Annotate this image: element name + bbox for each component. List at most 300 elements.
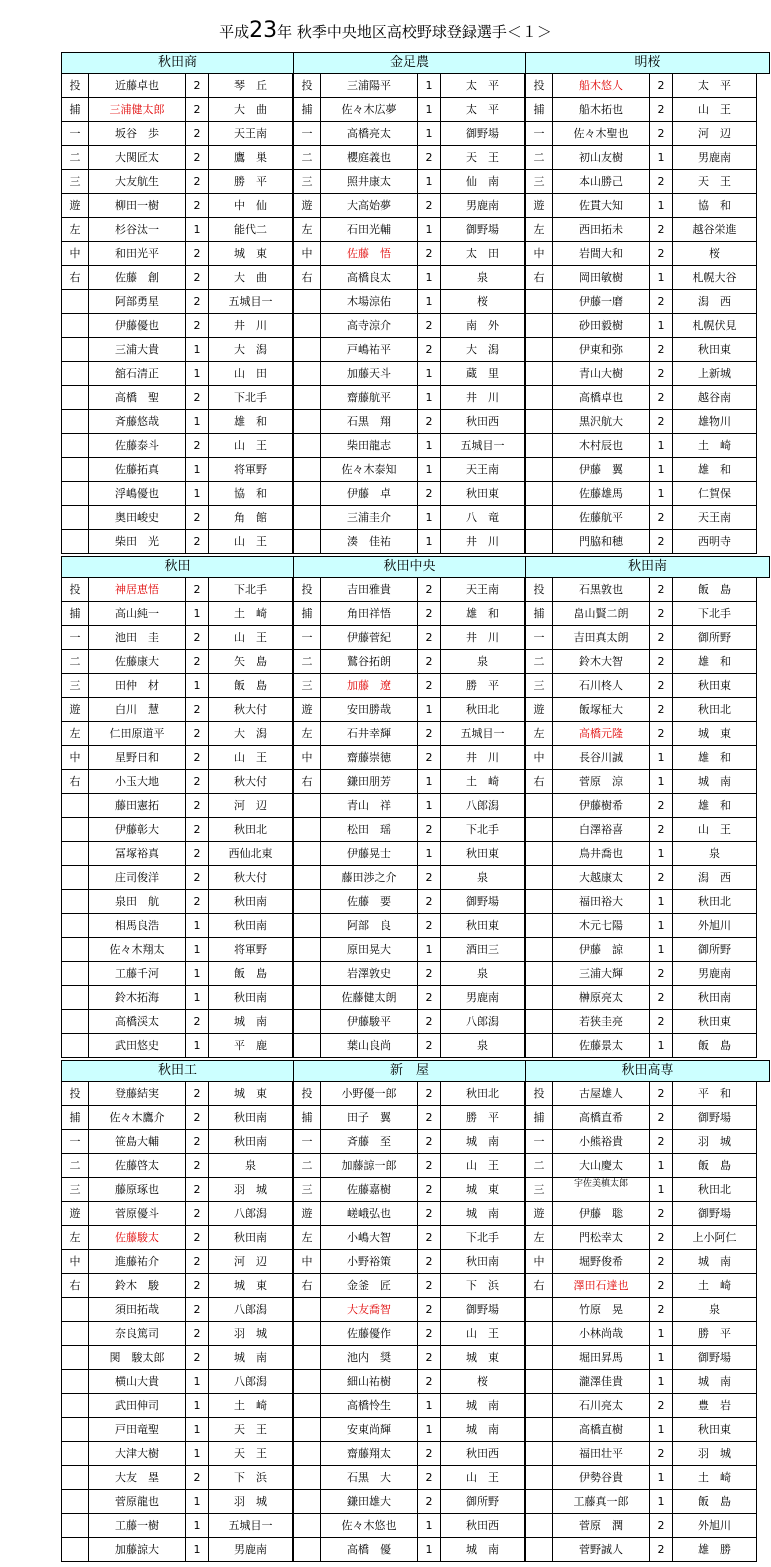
grade-cell: 1: [650, 842, 673, 866]
player-name-cell: 小嶋大智: [321, 1226, 418, 1250]
player-name-cell: 奈良篤司: [89, 1322, 186, 1346]
player-row: [61, 1154, 293, 1178]
grade-cell: 2: [418, 410, 441, 434]
grade-cell: 1: [418, 842, 441, 866]
junior-high-cell: 秋田西: [441, 1514, 525, 1538]
player-name-cell: 柴田 光: [89, 530, 186, 554]
position-cell: [525, 1490, 553, 1514]
junior-high-cell: 御所野: [673, 938, 757, 962]
grade-cell: 2: [186, 1202, 209, 1226]
junior-high-cell: 泉: [441, 266, 525, 290]
player-row: [293, 794, 525, 818]
junior-high-cell: 飯 島: [209, 962, 293, 986]
grade-cell: 2: [650, 1538, 673, 1562]
player-row: [525, 98, 757, 122]
grade-cell: 1: [418, 1418, 441, 1442]
position-cell: 一: [61, 122, 89, 146]
player-name-cell: 高橋 優: [321, 1538, 418, 1562]
grade-cell: 2: [186, 1322, 209, 1346]
position-cell: [293, 410, 321, 434]
player-row: [525, 362, 757, 386]
position-cell: [61, 962, 89, 986]
grade-cell: 2: [650, 386, 673, 410]
player-name-cell: 嵯峨弘也: [321, 1202, 418, 1226]
position-cell: 投: [525, 578, 553, 602]
player-row: [525, 626, 757, 650]
position-cell: [525, 890, 553, 914]
player-row: [61, 1514, 293, 1538]
position-cell: [293, 1346, 321, 1370]
grade-cell: 2: [418, 1490, 441, 1514]
player-name-cell: 工藤一樹: [89, 1514, 186, 1538]
position-cell: [293, 1298, 321, 1322]
grade-cell: 2: [418, 1154, 441, 1178]
grade-cell: 2: [650, 170, 673, 194]
junior-high-cell: 太 平: [673, 74, 757, 98]
player-row: [293, 770, 525, 794]
player-row: [61, 170, 293, 194]
junior-high-cell: 山 王: [673, 98, 757, 122]
junior-high-cell: 城 東: [441, 1346, 525, 1370]
player-row: [293, 1250, 525, 1274]
player-row: [525, 458, 757, 482]
junior-high-cell: 秋田東: [673, 674, 757, 698]
player-row: [525, 74, 757, 98]
junior-high-cell: 男鹿南: [673, 146, 757, 170]
player-row: [525, 290, 757, 314]
player-name-cell: 岩澤敦史: [321, 962, 418, 986]
player-row: [525, 602, 757, 626]
position-cell: [293, 890, 321, 914]
player-name-cell: 安田勝哉: [321, 698, 418, 722]
team-header: 秋田: [61, 556, 294, 578]
player-row: [293, 674, 525, 698]
player-row: [525, 1298, 757, 1322]
player-row: [293, 314, 525, 338]
junior-high-cell: 角 館: [209, 506, 293, 530]
player-name-cell: 笹島大輔: [89, 1130, 186, 1154]
player-name-cell: 斉藤悠哉: [89, 410, 186, 434]
player-name-cell: 石黒 大: [321, 1466, 418, 1490]
player-name-cell: 和田光平: [89, 242, 186, 266]
junior-high-cell: 泉: [209, 1154, 293, 1178]
grade-cell: 1: [650, 194, 673, 218]
junior-high-cell: 上小阿仁: [673, 1226, 757, 1250]
grade-cell: 1: [650, 458, 673, 482]
player-row: [293, 506, 525, 530]
player-row: [293, 1442, 525, 1466]
junior-high-cell: 秋田北: [673, 698, 757, 722]
player-name-cell: 佐貫大知: [553, 194, 650, 218]
player-row: [61, 1322, 293, 1346]
player-name-cell: 石井幸輝: [321, 722, 418, 746]
player-name-cell: 藤田憲拓: [89, 794, 186, 818]
grade-cell: 1: [650, 1346, 673, 1370]
player-row: [525, 1130, 757, 1154]
junior-high-cell: 雄 和: [673, 746, 757, 770]
junior-high-cell: 泉: [441, 650, 525, 674]
position-cell: [525, 1010, 553, 1034]
title-prefix: 平成: [219, 23, 250, 41]
junior-high-cell: 秋大付: [209, 866, 293, 890]
position-cell: [61, 794, 89, 818]
junior-high-cell: 雄 和: [673, 458, 757, 482]
grade-cell: 1: [418, 170, 441, 194]
position-cell: [525, 1514, 553, 1538]
grade-cell: 2: [418, 1202, 441, 1226]
player-row: [293, 1346, 525, 1370]
player-name-cell: 若狭圭亮: [553, 1010, 650, 1034]
grade-cell: 2: [418, 1130, 441, 1154]
grade-cell: 2: [418, 146, 441, 170]
junior-high-cell: 仁賀保: [673, 482, 757, 506]
player-row: [525, 1178, 757, 1202]
grade-cell: 2: [650, 242, 673, 266]
position-cell: [525, 506, 553, 530]
player-name-cell: 柳田一樹: [89, 194, 186, 218]
grade-cell: 1: [418, 386, 441, 410]
junior-high-cell: 八郎潟: [209, 1298, 293, 1322]
player-name-cell: 伊藤 聡: [553, 1202, 650, 1226]
player-row: [525, 890, 757, 914]
player-row: [61, 1466, 293, 1490]
position-cell: 投: [61, 1082, 89, 1106]
player-name-cell: 戸嶋祐平: [321, 338, 418, 362]
position-cell: 二: [525, 1154, 553, 1178]
position-cell: 二: [293, 146, 321, 170]
player-row: [61, 386, 293, 410]
junior-high-cell: 秋田北: [673, 1178, 757, 1202]
position-cell: 遊: [293, 1202, 321, 1226]
player-name-cell: 佐藤康大: [89, 650, 186, 674]
player-name-cell: 佐々木聖也: [553, 122, 650, 146]
position-cell: [293, 290, 321, 314]
position-cell: [61, 314, 89, 338]
grade-cell: 2: [650, 962, 673, 986]
grade-cell: 1: [650, 914, 673, 938]
position-cell: [61, 1322, 89, 1346]
position-cell: [293, 794, 321, 818]
junior-high-cell: 秋田西: [441, 1442, 525, 1466]
player-row: [293, 98, 525, 122]
grade-cell: 2: [186, 146, 209, 170]
grade-cell: 2: [186, 1010, 209, 1034]
player-row: [293, 746, 525, 770]
junior-high-cell: 大 潟: [209, 722, 293, 746]
player-name-cell: 藤原琢也: [89, 1178, 186, 1202]
player-name-cell: 小野優一郎: [321, 1082, 418, 1106]
position-cell: 三: [61, 674, 89, 698]
junior-high-cell: 河 辺: [209, 794, 293, 818]
team-header: 秋田商: [61, 52, 294, 74]
junior-high-cell: 将軍野: [209, 938, 293, 962]
position-cell: 三: [61, 170, 89, 194]
player-row: [525, 578, 757, 602]
grade-cell: 1: [418, 218, 441, 242]
team-section: [61, 52, 770, 556]
junior-high-cell: 外旭川: [673, 914, 757, 938]
player-row: [525, 698, 757, 722]
player-name-cell: 鈴木 駿: [89, 1274, 186, 1298]
junior-high-cell: 御所野: [673, 626, 757, 650]
player-name-cell: 佐藤嘉樹: [321, 1178, 418, 1202]
player-name-cell: 星野日和: [89, 746, 186, 770]
position-cell: 右: [293, 770, 321, 794]
junior-high-cell: 飯 島: [673, 578, 757, 602]
junior-high-cell: 秋大付: [209, 770, 293, 794]
position-cell: 中: [525, 242, 553, 266]
junior-high-cell: 男鹿南: [209, 1538, 293, 1562]
player-row: [525, 410, 757, 434]
player-name-cell: 古屋雄人: [553, 1082, 650, 1106]
position-cell: 中: [525, 1250, 553, 1274]
player-name-cell: 佐藤拓真: [89, 458, 186, 482]
player-row: [525, 194, 757, 218]
position-cell: 一: [61, 1130, 89, 1154]
grade-cell: 2: [186, 290, 209, 314]
player-name-cell: 佐藤泰斗: [89, 434, 186, 458]
position-cell: [525, 842, 553, 866]
grade-cell: 1: [418, 698, 441, 722]
player-name-cell: 高橋卓也: [553, 386, 650, 410]
player-row: [525, 674, 757, 698]
position-cell: [61, 506, 89, 530]
player-name-cell: 佐藤 悟: [321, 242, 418, 266]
position-cell: [293, 1034, 321, 1058]
position-cell: [525, 338, 553, 362]
player-row: [61, 938, 293, 962]
junior-high-cell: 雄 和: [673, 650, 757, 674]
player-row: [61, 1034, 293, 1058]
junior-high-cell: 潟 西: [673, 866, 757, 890]
player-name-cell: 門脇和穂: [553, 530, 650, 554]
junior-high-cell: 泉: [673, 842, 757, 866]
player-name-cell: 石黒敦也: [553, 578, 650, 602]
player-name-cell: 佐藤航平: [553, 506, 650, 530]
junior-high-cell: 矢 島: [209, 650, 293, 674]
position-cell: [61, 986, 89, 1010]
player-row: [61, 1394, 293, 1418]
junior-high-cell: 井 川: [441, 626, 525, 650]
junior-high-cell: 大 潟: [441, 338, 525, 362]
junior-high-cell: 大 曲: [209, 266, 293, 290]
position-cell: [61, 1010, 89, 1034]
junior-high-cell: 秋田北: [441, 1082, 525, 1106]
player-row: [525, 962, 757, 986]
position-cell: 二: [293, 1154, 321, 1178]
position-cell: 中: [293, 242, 321, 266]
grade-cell: 2: [418, 962, 441, 986]
junior-high-cell: 天 王: [209, 1418, 293, 1442]
grade-cell: 2: [186, 314, 209, 338]
junior-high-cell: 山 王: [441, 1154, 525, 1178]
player-row: [61, 242, 293, 266]
junior-high-cell: 外旭川: [673, 1514, 757, 1538]
position-cell: [293, 458, 321, 482]
position-cell: 投: [61, 74, 89, 98]
player-name-cell: 伊東和弥: [553, 338, 650, 362]
position-cell: 右: [61, 1274, 89, 1298]
grade-cell: 2: [418, 1346, 441, 1370]
grade-cell: 2: [418, 1466, 441, 1490]
grade-cell: 2: [186, 1346, 209, 1370]
junior-high-cell: 羽 城: [209, 1490, 293, 1514]
grade-cell: 1: [186, 1442, 209, 1466]
grade-cell: 2: [186, 266, 209, 290]
player-name-cell: 佐藤駿太: [89, 1226, 186, 1250]
position-cell: [525, 1418, 553, 1442]
player-name-cell: 佐藤健太朗: [321, 986, 418, 1010]
grade-cell: 1: [418, 1394, 441, 1418]
junior-high-cell: 桜: [441, 290, 525, 314]
player-row: [61, 722, 293, 746]
grade-cell: 1: [186, 458, 209, 482]
player-row: [293, 626, 525, 650]
team-section: [61, 556, 770, 1060]
player-row: [525, 1106, 757, 1130]
player-name-cell: 堀田昇馬: [553, 1346, 650, 1370]
junior-high-cell: 太 平: [441, 74, 525, 98]
player-row: [525, 170, 757, 194]
grade-cell: 2: [650, 362, 673, 386]
grade-cell: 1: [650, 1370, 673, 1394]
player-name-cell: 澤田石達也: [553, 1274, 650, 1298]
player-name-cell: 石黒 翔: [321, 410, 418, 434]
grade-cell: 2: [186, 1250, 209, 1274]
player-row: [525, 218, 757, 242]
player-row: [61, 1298, 293, 1322]
position-cell: [61, 434, 89, 458]
position-cell: [61, 386, 89, 410]
grade-cell: 2: [418, 482, 441, 506]
grade-cell: 1: [650, 770, 673, 794]
player-name-cell: 登藤結実: [89, 1082, 186, 1106]
position-cell: [525, 434, 553, 458]
position-cell: 投: [293, 74, 321, 98]
grade-cell: 2: [650, 1274, 673, 1298]
grade-cell: 2: [186, 1154, 209, 1178]
grade-cell: 1: [186, 362, 209, 386]
junior-high-cell: 飯 島: [673, 1490, 757, 1514]
junior-high-cell: 城 東: [673, 722, 757, 746]
position-cell: [61, 1442, 89, 1466]
junior-high-cell: 男鹿南: [673, 962, 757, 986]
player-row: [525, 1514, 757, 1538]
junior-high-cell: 平 和: [673, 1082, 757, 1106]
player-name-cell: 大山慶太: [553, 1154, 650, 1178]
position-cell: [293, 1442, 321, 1466]
grade-cell: 2: [186, 122, 209, 146]
player-name-cell: 藤田渉之介: [321, 866, 418, 890]
player-row: [293, 74, 525, 98]
junior-high-cell: 八郎潟: [209, 1202, 293, 1226]
player-row: [293, 338, 525, 362]
junior-high-cell: 天王南: [441, 578, 525, 602]
player-row: [525, 482, 757, 506]
grade-cell: 2: [186, 1274, 209, 1298]
player-name-cell: 小玉大地: [89, 770, 186, 794]
player-row: [293, 1226, 525, 1250]
team-roster: [293, 1082, 525, 1562]
player-row: [61, 122, 293, 146]
position-cell: 捕: [61, 98, 89, 122]
player-row: [525, 1346, 757, 1370]
junior-high-cell: 上新城: [673, 362, 757, 386]
position-cell: [293, 482, 321, 506]
player-name-cell: 関 駿太郎: [89, 1346, 186, 1370]
grade-cell: 1: [418, 1538, 441, 1562]
junior-high-cell: 潟 西: [673, 290, 757, 314]
player-row: [525, 914, 757, 938]
player-name-cell: 齋藤航平: [321, 386, 418, 410]
player-name-cell: 宇佐美槙太郎: [553, 1178, 650, 1202]
position-cell: [293, 818, 321, 842]
grade-cell: 2: [186, 98, 209, 122]
junior-high-cell: 飯 島: [673, 1154, 757, 1178]
player-row: [525, 242, 757, 266]
position-cell: [525, 818, 553, 842]
position-cell: 捕: [293, 98, 321, 122]
junior-high-cell: 泉: [441, 962, 525, 986]
page-title: [0, 14, 771, 48]
grade-cell: 2: [650, 506, 673, 530]
grade-cell: 2: [186, 1130, 209, 1154]
player-row: [61, 770, 293, 794]
player-row: [61, 482, 293, 506]
position-cell: 遊: [61, 1202, 89, 1226]
junior-high-cell: 井 川: [441, 386, 525, 410]
junior-high-cell: 秋田南: [209, 1226, 293, 1250]
team-header: 金足農: [293, 52, 526, 74]
player-name-cell: 白川 慧: [89, 698, 186, 722]
grade-cell: 2: [650, 1010, 673, 1034]
grade-cell: 2: [650, 1250, 673, 1274]
player-row: [525, 1538, 757, 1562]
position-cell: 中: [61, 242, 89, 266]
junior-high-cell: 五城目一: [441, 722, 525, 746]
junior-high-cell: 天 王: [673, 170, 757, 194]
grade-cell: 1: [650, 890, 673, 914]
player-row: [293, 818, 525, 842]
team-header: 秋田南: [525, 556, 770, 578]
player-row: [61, 1346, 293, 1370]
player-name-cell: 砂田毅樹: [553, 314, 650, 338]
junior-high-cell: 太 田: [441, 242, 525, 266]
player-row: [293, 386, 525, 410]
player-row: [61, 314, 293, 338]
player-row: [61, 458, 293, 482]
grade-cell: 2: [418, 338, 441, 362]
grade-cell: 2: [418, 1034, 441, 1058]
player-row: [293, 410, 525, 434]
player-name-cell: 大高始夢: [321, 194, 418, 218]
position-cell: 一: [525, 626, 553, 650]
position-cell: [525, 458, 553, 482]
grade-cell: 2: [418, 1274, 441, 1298]
grade-cell: 2: [418, 314, 441, 338]
grade-cell: 2: [418, 578, 441, 602]
junior-high-cell: 羽 城: [209, 1322, 293, 1346]
player-name-cell: 大関匠太: [89, 146, 186, 170]
player-name-cell: 小林尚哉: [553, 1322, 650, 1346]
player-row: [61, 98, 293, 122]
junior-high-cell: 城 東: [441, 1178, 525, 1202]
position-cell: 三: [525, 1178, 553, 1202]
player-row: [525, 338, 757, 362]
position-cell: 二: [61, 650, 89, 674]
position-cell: [525, 1370, 553, 1394]
player-name-cell: 三浦大輝: [553, 962, 650, 986]
